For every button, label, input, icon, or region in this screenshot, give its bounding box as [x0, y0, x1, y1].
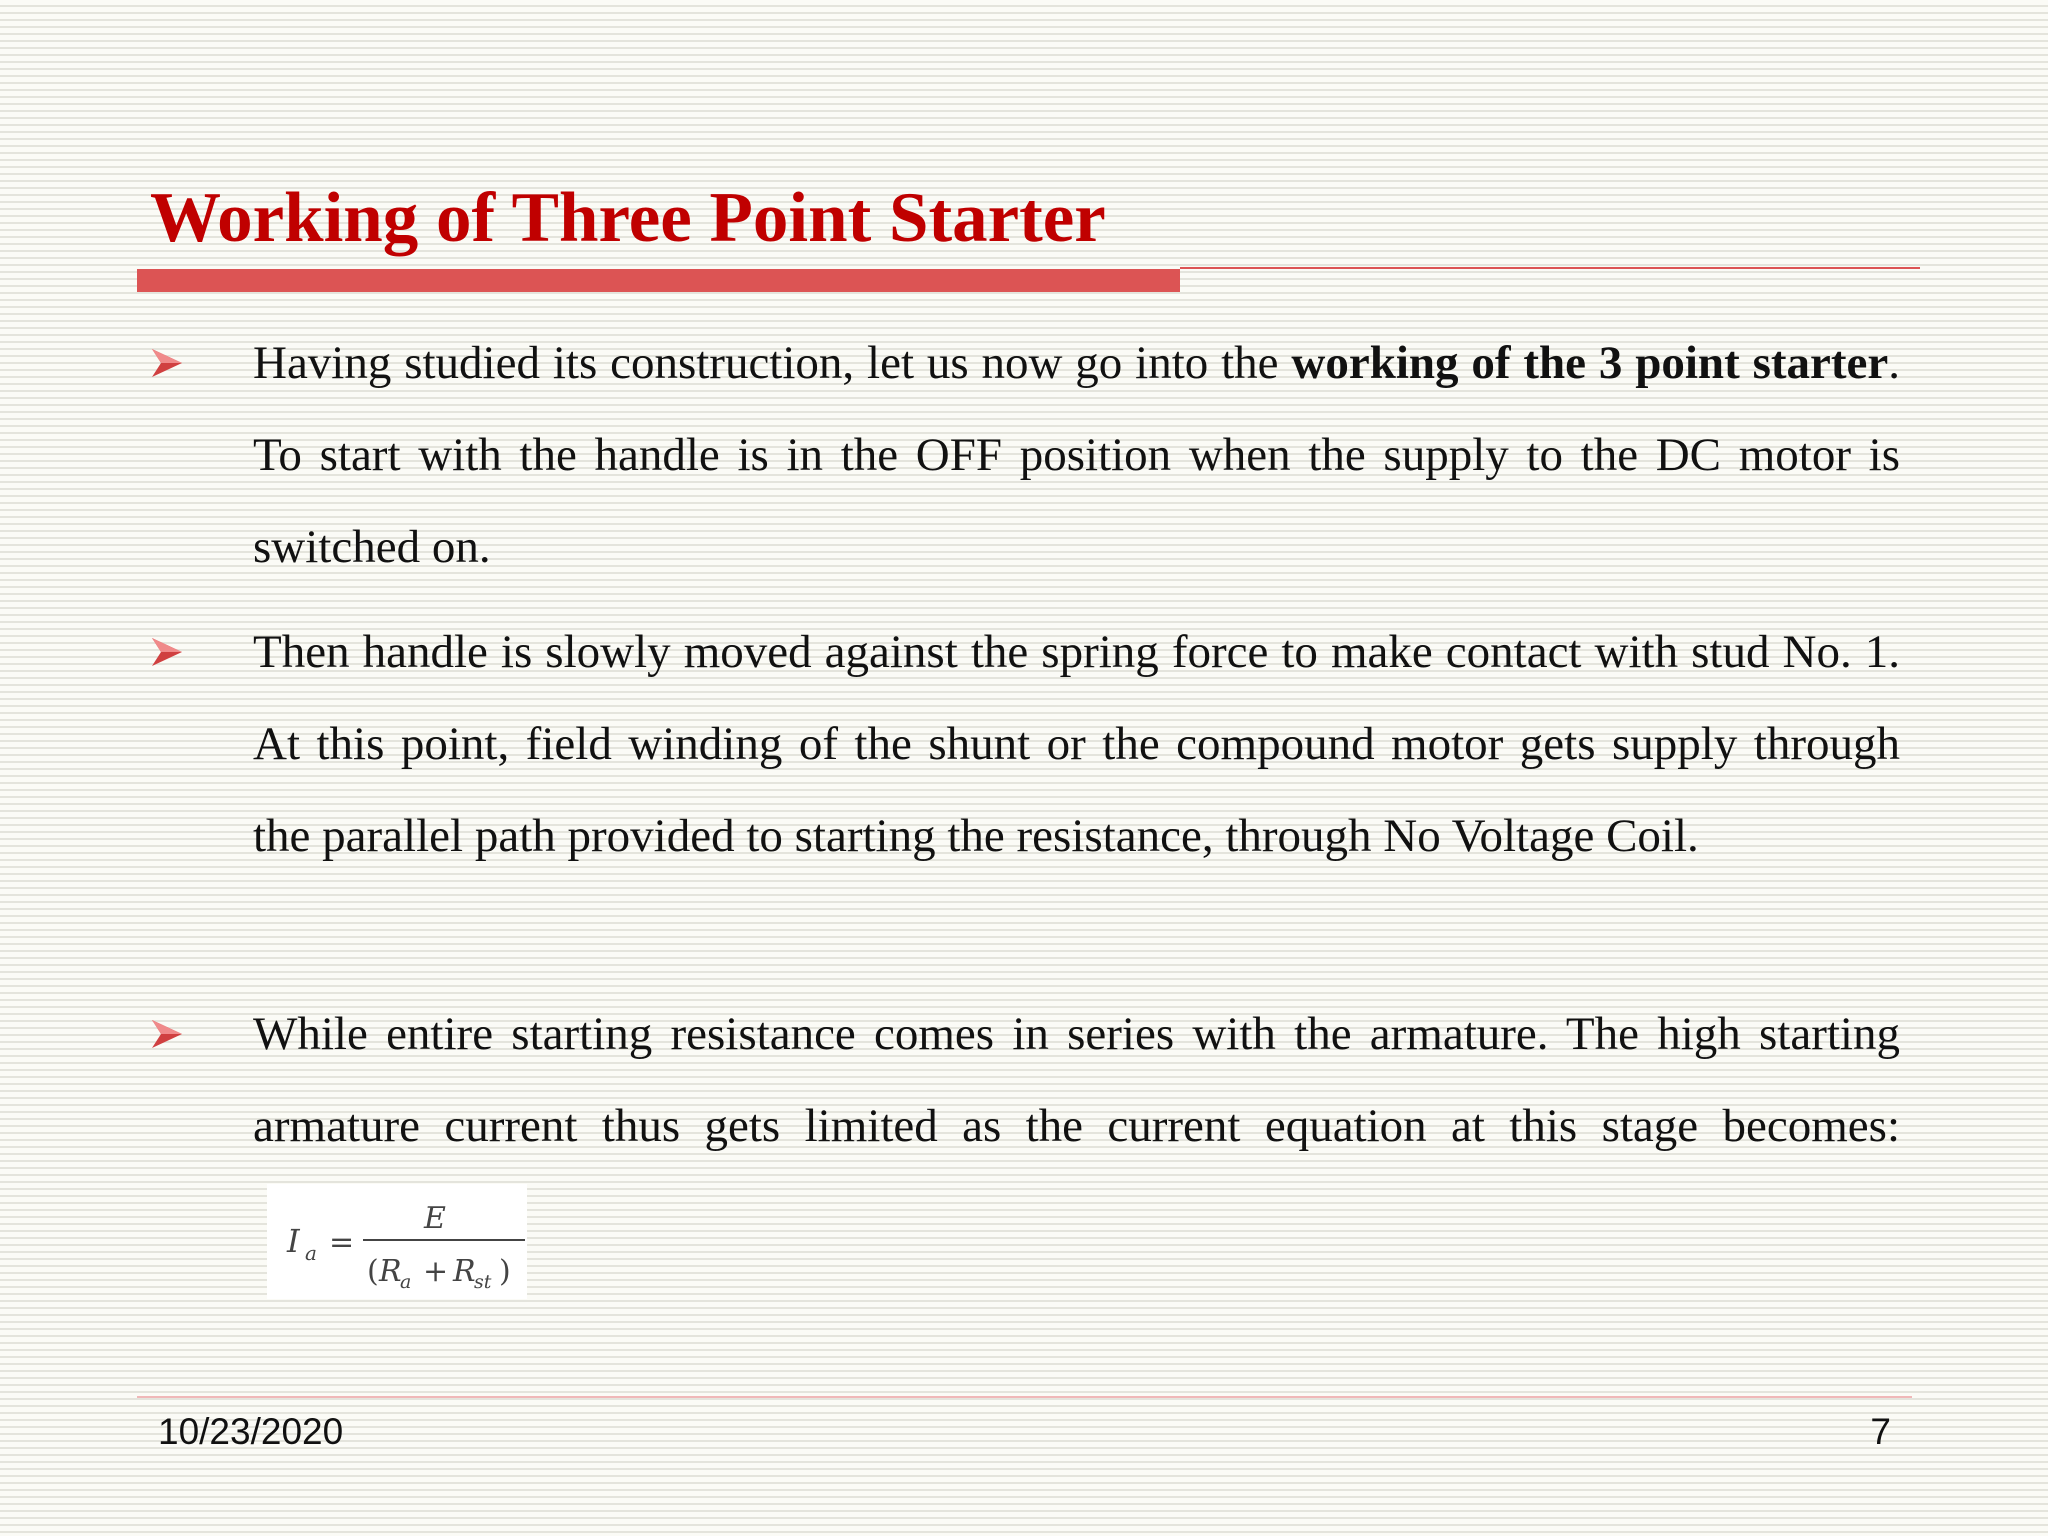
slide-title: Working of Three Point Starter	[150, 179, 1106, 257]
equation-lhs: I	[287, 1222, 300, 1260]
equation-numerator: E	[424, 1201, 446, 1236]
equation-plus: +	[423, 1254, 449, 1289]
bullet-text	[253, 988, 1900, 1293]
arrow-bullet-icon	[150, 606, 190, 698]
equation-r2-sub: st	[474, 1271, 492, 1293]
bullet-text-part: While entire starting resistance comes in series with the armature. The high starting armature current thus gets limited as the current equation at this stage becomes:	[253, 1008, 1900, 1152]
bullet-item	[150, 317, 1900, 593]
arrow-bullet-icon	[150, 317, 190, 409]
equation-paren-open: (	[367, 1254, 379, 1289]
bullet-text: Then handle is slowly moved against the spring force to make contact with stud No. 1. At this point, field winding of the shunt or the compound motor gets supply through the parallel path provided to starting the resistance, through No Voltage Coil.	[253, 626, 1900, 862]
bullet-item	[150, 606, 1900, 882]
page-number: 7	[1870, 1411, 1891, 1452]
title-underline-thin	[1180, 267, 1920, 269]
equation-r1-sub: a	[400, 1271, 412, 1293]
bullet-item	[150, 988, 1900, 1293]
current-equation	[267, 1184, 527, 1299]
equation-paren-close: )	[499, 1254, 511, 1289]
footer-divider	[137, 1396, 1912, 1398]
equation-lhs-sub: a	[305, 1241, 317, 1265]
equation-r2: R	[453, 1254, 476, 1289]
equation-equals: =	[329, 1225, 355, 1260]
bullet-text-part: . To start with the handle is in the OFF position when the supply to the DC motor is switched on.	[253, 337, 1901, 573]
bullet-bold-text: working of the 3 point starter	[1291, 337, 1889, 389]
bullet-text	[253, 317, 1900, 593]
bullet-text-part: Having studied its construction, let us now go into the	[253, 337, 1292, 389]
arrow-bullet-icon	[150, 988, 190, 1080]
title-underline-thick	[137, 269, 1180, 292]
footer-date: 10/23/2020	[158, 1411, 344, 1452]
equation-r1: R	[379, 1254, 402, 1289]
